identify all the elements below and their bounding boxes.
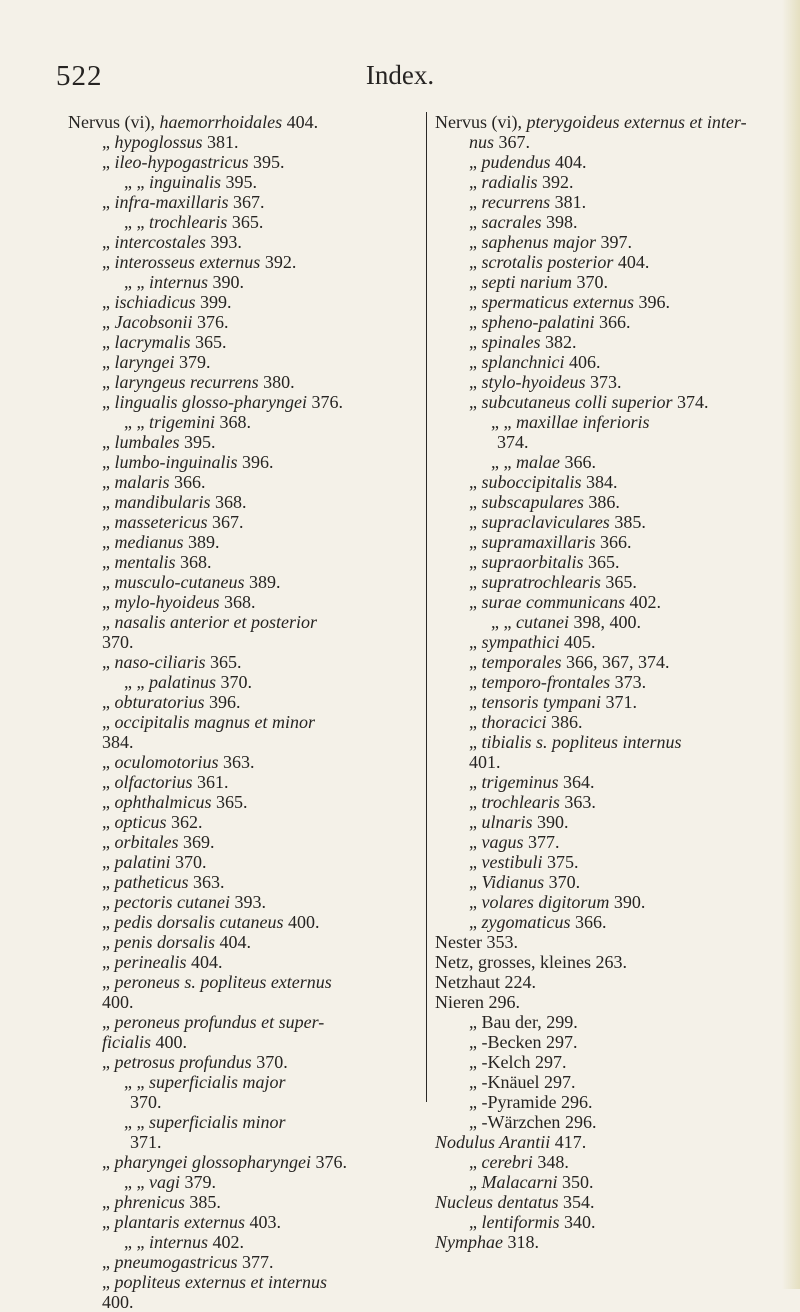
index-entry: „ subcutaneus colli superior 374. (469, 392, 709, 412)
index-entry: Nieren 296. (435, 992, 520, 1012)
index-entry: „ pudendus 404. (469, 152, 587, 172)
index-entry: „ mandibularis 368. (102, 492, 247, 512)
index-entry: „ „ superficialis minor (124, 1112, 286, 1132)
index-entry: „ cerebri 348. (469, 1152, 569, 1172)
index-entry: „ spinales 382. (469, 332, 577, 352)
index-entry: „ „ palatinus 370. (124, 672, 252, 692)
index-entry: „ palatini 370. (102, 852, 207, 872)
index-entry: „ pectoris cutanei 393. (102, 892, 266, 912)
index-entry: „ medianus 389. (102, 532, 220, 552)
running-title: Index. (365, 60, 435, 90)
index-entry: „ surae communicans 402. (469, 592, 661, 612)
index-entry: „ thoracici 386. (469, 712, 583, 732)
index-entry: „ septi narium 370. (469, 272, 609, 292)
index-entry: „ „ internus 402. (124, 1232, 244, 1252)
index-entry: „ musculo-cutaneus 389. (102, 572, 281, 592)
index-entry: „ malaris 366. (102, 472, 206, 492)
index-entry: „ Malacarni 350. (469, 1172, 594, 1192)
index-entry: „ perinealis 404. (102, 952, 223, 972)
index-entry: „ ischiadicus 399. (102, 292, 232, 312)
index-entry: „ trigeminus 364. (469, 772, 595, 792)
index-entry: 400. (102, 992, 134, 1012)
index-entry: Nervus (vi), pterygoideus externus et inter- (435, 112, 747, 132)
index-entry: „ massetericus 367. (102, 512, 244, 532)
index-entry: „ obturatorius 396. (102, 692, 241, 712)
page-edge (782, 0, 800, 1289)
index-entry: „ popliteus externus et internus (102, 1272, 327, 1292)
index-entry: „ nasalis anterior et posterior (102, 612, 318, 632)
index-entry: „ splanchnici 406. (469, 352, 601, 372)
index-entry: „ patheticus 363. (102, 872, 225, 892)
index-entry: „ spermaticus externus 396. (469, 292, 670, 312)
index-entry: 374. (497, 432, 529, 452)
index-entry: Nervus (vi), haemorrhoidales 404. (68, 112, 319, 132)
index-entry: „ subscapulares 386. (469, 492, 620, 512)
index-entry: 370. (130, 1092, 162, 1112)
index-entry: „ temporales 366, 367, 374. (469, 652, 670, 672)
index-entry: „ temporo-frontales 373. (469, 672, 647, 692)
index-entry: „ lingualis glosso-pharyngei 376. (102, 392, 343, 412)
index-entry: „ petrosus profundus 370. (102, 1052, 288, 1072)
index-entry: „ opticus 362. (102, 812, 203, 832)
index-entry: „ pharyngei glossopharyngei 376. (102, 1152, 347, 1172)
index-entry: „ saphenus major 397. (469, 232, 633, 252)
index-entry: „ sympathici 405. (469, 632, 596, 652)
index-entry: „ ileo-hypogastricus 395. (102, 152, 285, 172)
index-entry: 370. (102, 632, 134, 652)
index-entry: 400. (102, 1292, 134, 1312)
index-entry: „ plantaris externus 403. (102, 1212, 281, 1232)
index-entry: „ Bau der, 299. (469, 1012, 578, 1032)
index-entry: „ lumbales 395. (102, 432, 216, 452)
index-column-right (426, 112, 780, 1252)
index-entry: „ orbitales 369. (102, 832, 215, 852)
index-entry: ficialis 400. (102, 1032, 187, 1052)
index-entry: „ naso-ciliaris 365. (102, 652, 242, 672)
index-entry: „ lentiformis 340. (469, 1212, 596, 1232)
index-column-left (68, 112, 413, 1312)
index-entry: „ laryngei 379. (102, 352, 211, 372)
index-entry: „ oculomotorius 363. (102, 752, 255, 772)
index-entry: „ „ trigemini 368. (124, 412, 251, 432)
index-entry: „ sacrales 398. (469, 212, 578, 232)
index-entry: „ supraclaviculares 385. (469, 512, 646, 532)
index-entry: „ intercostales 393. (102, 232, 242, 252)
index-entry: „ peroneus s. popliteus externus (102, 972, 332, 992)
index-entry: 384. (102, 732, 134, 752)
index-entry: „ „ maxillae inferioris (491, 412, 650, 432)
page-header (0, 60, 800, 94)
index-entry: Nester 353. (435, 932, 518, 952)
index-entry: „ recurrens 381. (469, 192, 587, 212)
index-entry: „ -Pyramide 296. (469, 1092, 593, 1112)
index-entry: „ „ malae 366. (491, 452, 596, 472)
index-entry: „ lumbo-inguinalis 396. (102, 452, 274, 472)
index-entry: „ lacrymalis 365. (102, 332, 227, 352)
index-entry: „ Jacobsonii 376. (102, 312, 229, 332)
index-entry: „ volares digitorum 390. (469, 892, 646, 912)
index-entry: „ „ internus 390. (124, 272, 244, 292)
index-entry: „ „ superficialis major (124, 1072, 286, 1092)
index-entry: „ vestibuli 375. (469, 852, 579, 872)
index-entry: „ mentalis 368. (102, 552, 212, 572)
index-entry: „ supraorbitalis 365. (469, 552, 620, 572)
index-entry: „ trochlearis 363. (469, 792, 596, 812)
index-entry: „ -Kelch 297. (469, 1052, 567, 1072)
index-entry: „ phrenicus 385. (102, 1192, 221, 1212)
index-entry: „ -Knäuel 297. (469, 1072, 576, 1092)
index-entry: „ peroneus profundus et super- (102, 1012, 325, 1032)
index-entry: nus 367. (469, 132, 531, 152)
index-entry: „ scrotalis posterior 404. (469, 252, 650, 272)
index-entry: „ interosseus externus 392. (102, 252, 297, 272)
index-entry: „ Vidianus 370. (469, 872, 581, 892)
index-entry: 401. (469, 752, 501, 772)
index-entry: „ radialis 392. (469, 172, 574, 192)
index-entry: „ „ cutanei 398, 400. (491, 612, 641, 632)
index-entry: Nymphae 318. (435, 1232, 539, 1252)
index-entry: „ laryngeus recurrens 380. (102, 372, 295, 392)
index-entry: Netz, grosses, kleines 263. (435, 952, 627, 972)
index-entry: „ infra-maxillaris 367. (102, 192, 265, 212)
index-entry: „ ulnaris 390. (469, 812, 569, 832)
index-entry: „ supramaxillaris 366. (469, 532, 632, 552)
index-entry: „ penis dorsalis 404. (102, 932, 252, 952)
index-entry: „ „ inguinalis 395. (124, 172, 257, 192)
index-entry: „ suboccipitalis 384. (469, 472, 618, 492)
index-entry: „ -Wärzchen 296. (469, 1112, 597, 1132)
index-entry: „ stylo-hyoideus 373. (469, 372, 622, 392)
index-entry: „ spheno-palatini 366. (469, 312, 631, 332)
index-entry: „ tensoris tympani 371. (469, 692, 637, 712)
index-entry: „ „ trochlearis 365. (124, 212, 264, 232)
index-entry: „ -Becken 297. (469, 1032, 578, 1052)
index-entry: „ tibialis s. popliteus internus (469, 732, 682, 752)
index-entry: „ occipitalis magnus et minor (102, 712, 315, 732)
index-entry: „ olfactorius 361. (102, 772, 229, 792)
index-entry: Netzhaut 224. (435, 972, 536, 992)
index-entry: „ pedis dorsalis cutaneus 400. (102, 912, 320, 932)
index-entry: „ hypoglossus 381. (102, 132, 239, 152)
index-entry: „ „ vagi 379. (124, 1172, 216, 1192)
index-entry: „ supratrochlearis 365. (469, 572, 637, 592)
index-entry: „ ophthalmicus 365. (102, 792, 248, 812)
index-entry: 371. (130, 1132, 162, 1152)
index-entry: Nucleus dentatus 354. (435, 1192, 595, 1212)
index-entry: „ pneumogastricus 377. (102, 1252, 274, 1272)
index-entry: „ vagus 377. (469, 832, 560, 852)
index-entry: „ zygomaticus 366. (469, 912, 607, 932)
index-entry: Nodulus Arantii 417. (435, 1132, 587, 1152)
index-entry: „ mylo-hyoideus 368. (102, 592, 256, 612)
page-number: 522 (56, 60, 103, 92)
